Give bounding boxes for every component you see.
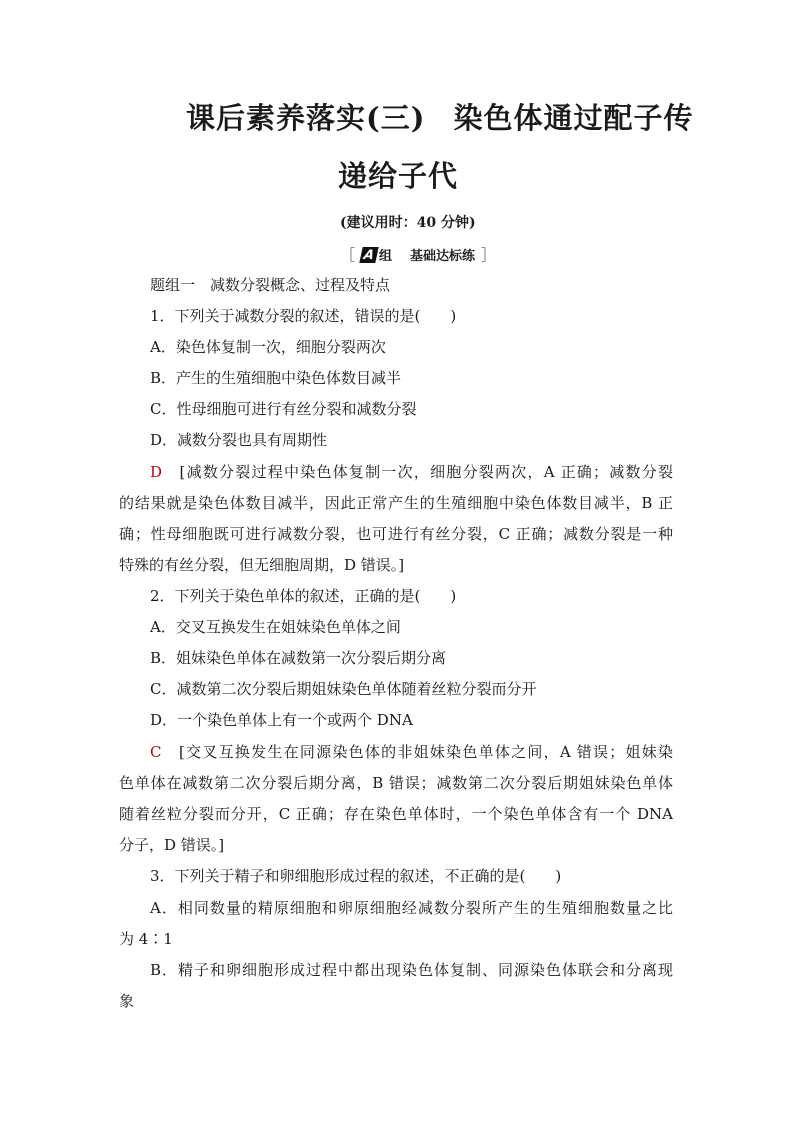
- group-heading: [340, 244, 496, 265]
- q2-explanation-line2: 色单体在减数第二次分裂后期分离，B 错误；减数第二次分裂后期姐妹染色单体: [119, 774, 673, 792]
- group-a-icon: A: [359, 247, 378, 263]
- q1-option-c: C．性母细胞可进行有丝分裂和减数分裂: [150, 400, 417, 418]
- q2-option-d: D．一个染色单体上有一个或两个 DNA: [150, 711, 413, 729]
- title-part1: 课后素养落实(三): [186, 101, 426, 135]
- q1-option-a: A．染色体复制一次，细胞分裂两次: [150, 338, 386, 356]
- bracket-left: ［: [340, 246, 356, 264]
- q1-explanation-line1: D [减数分裂过程中染色体复制一次，细胞分裂两次，A 正确；减数分裂: [150, 463, 673, 481]
- suggested-time: (建议用时：40 分钟): [340, 215, 476, 231]
- q2-option-b: B．姐妹染色单体在减数第一次分裂后期分离: [150, 649, 447, 667]
- q3-option-a-line1: A．相同数量的精原细胞和卵原细胞经减数分裂所产生的生殖细胞数量之比: [150, 899, 673, 917]
- page-title-line1: [186, 96, 693, 137]
- bracket-right: ］: [481, 246, 497, 264]
- group-label: 组: [379, 249, 393, 264]
- q1-explanation-line3: 确；性母细胞既可进行减数分裂，也可进行有丝分裂，C 正确；减数分裂是一种: [119, 525, 673, 543]
- q3-stem: 3．下列关于精子和卵细胞形成过程的叙述，不正确的是( ): [150, 867, 562, 885]
- q2-option-c: C．减数第二次分裂后期姐妹染色单体随着丝粒分裂而分开: [150, 680, 537, 698]
- q1-option-d: D．减数分裂也具有周期性: [150, 431, 328, 449]
- title-part2: 染色体通过配子传: [453, 101, 694, 135]
- q1-explanation-line2: 的结果就是染色体数目减半，因此正常产生的生殖细胞中染色体数目减半，B 正: [119, 494, 673, 512]
- q2-option-a: A．交叉互换发生在姐妹染色单体之间: [150, 618, 401, 636]
- q2-answer: C: [150, 743, 162, 761]
- section-title: 题组一 减数分裂概念、过程及特点: [150, 276, 391, 294]
- q1-option-b: B．产生的生殖细胞中染色体数目减半: [150, 369, 402, 387]
- q3-option-a-line2: 为 4∶1: [119, 930, 173, 948]
- q1-answer: D: [150, 463, 163, 481]
- page-title-line2: 递给子代: [338, 159, 459, 193]
- q3-option-b-line1: B．精子和卵细胞形成过程中都出现染色体复制、同源染色体联会和分离现: [150, 961, 673, 979]
- q2-explanation-line4: 分子，D 错误。]: [119, 836, 225, 854]
- q1-stem: 1．下列关于减数分裂的叙述，错误的是( ): [150, 307, 457, 325]
- group-name: 基础达标练: [410, 249, 476, 264]
- q1-explanation-line4: 特殊的有丝分裂，但无细胞周期，D 错误。]: [119, 556, 405, 574]
- q2-explanation-line1: C [交叉互换发生在同源染色体的非姐妹染色单体之间，A 错误；姐妹染: [150, 743, 673, 761]
- q3-option-b-line2: 象: [119, 992, 135, 1010]
- q2-explanation-line3: 随着丝粒分裂而分开，C 正确；存在染色单体时，一个染色单体含有一个 DNA: [119, 805, 673, 823]
- q2-stem: 2．下列关于染色单体的叙述，正确的是( ): [150, 587, 457, 605]
